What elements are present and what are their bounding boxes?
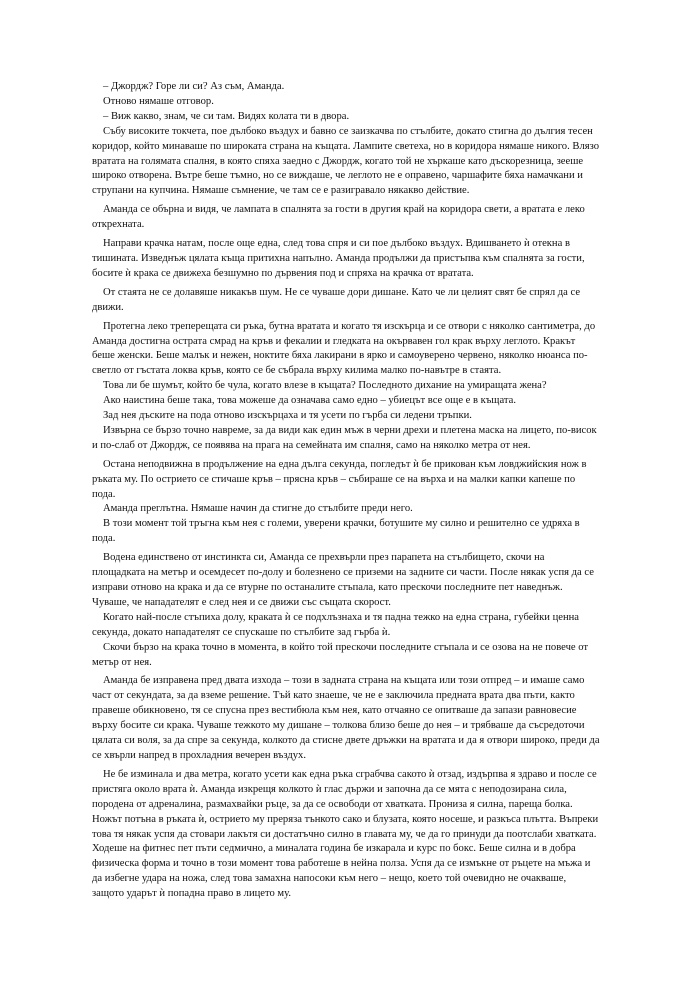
paragraph: В този момент той тръгна към нея с големи, уверени крачки, ботушите му силно и решително се удряха в пода. [92, 518, 580, 545]
paragraph: Отново нямаше отговор. [103, 95, 214, 107]
paragraph: Протегна леко треперещата си ръка, бутна вратата и когато тя изскърца и се отвори с няколко сантиметра, до Аманда достигна острата смрад на кръв и фекалии и гледката на окървавен гол крак върху леглото. Кракът беше женски. Беше малък и нежен, ноктите бяха лакирани в ярко и самоуверено червено, няколко нюанса по-светло от гъстата локва кръв, която се бе събрала върху килима малко по-навътре в стаята. [92, 320, 596, 377]
paragraph: Когато най-после стъпиха долу, краката ѝ се подхлъзнаха и тя падна тежко на една страна, губейки ценна секунда, докато нападателят се спускаше по стълбите зад гърба ѝ. [92, 611, 579, 638]
paragraph: Аманда преглътна. Нямаше начин да стигне до стълбите преди него. [103, 503, 413, 515]
paragraph: Скочи бързо на крака точно в момента, в който той прескочи последните стъпала и се озова на не повече от метър от нея. [92, 641, 589, 668]
paragraph: – Виж какво, знам, че си там. Видях колата ти в двора. [103, 110, 350, 122]
paragraph: От стаята не се долавяше никакъв шум. Не се чуваше дори дишане. Като че ли целият свят бе спрял да се движи. [92, 286, 581, 313]
paragraph: Извърна се бързо точно навреме, за да види как един мъж в черни дрехи и плетена маска на лицето, по-висок и по-слаб от Джордж, се появява на прага на семейната им спалня, само на няколко метра от нея. [92, 424, 597, 451]
paragraph: Събу високите токчета, пое дълбоко въздух и бавно се заизкачва по стълбите, докато стигна до дългия тесен коридор, който минаваше по широката страна на къщата. Лампите светеха, но в коридора нямаше никого. Влязо вратата на голямата спалня, в която спяха заедно с Джордж, когато той не хъркаше като дъскорезница, зееше широко отворена. Вътре беше тъмно, но се виждаше, че леглото не е оправено, чаршафите бяха намачкани и струпани на купчина. Нямаше съмнение, че там се е разигравало някакво действие. [92, 125, 600, 197]
paragraph: Това ли бе шумът, който бе чула, когато влезе в къщата? Последното дихание на умиращата жена? [103, 380, 547, 392]
paragraph: Водена единствено от инстинкта си, Аманда се прехвърли през парапета на стълбището, скочи на площадката на метър и осемдесет по-долу и болезнено се приземи на задните си части. После някак успя да се изправи отново на крака и да се втурне по останалите стъпала, като прескочи последните пет наведнъж. Чуваше, че нападателят е след нея и се движи със същата скорост. [92, 552, 594, 608]
paragraph: Аманда се обърна и видя, че лампата в спалнята за гости в другия край на коридора свети, а вратата е леко открехната. [92, 204, 585, 231]
paragraph: Не бе изминала и два метра, когато усети как една ръка сграбчва сакото ѝ отзад, издърпва я здраво и после се пристяга около врата ѝ. Аманда изкрещя колкото ѝ глас държи и започна да се мята с неподозирана сила, породена от адреналина, размахвайки ръце, за да се освободи от хватката. Прониза я силна, пареща болка. Ножът потъна в ръката ѝ, острието му преряза тънкото сако и блузата, която носеше, и разкъса плътта. Въпреки това тя някак успя да стовари лакътя си достатъчно силно в главата му, че да го принуди да поотслаби хватката. Ходеше на фитнес пет пъти седмично, а миналата година бе изкарала и курс по бокс. Беше силна и в добра физическа форма и точно в този момент това работеше в нейна полза. Успя да се измъкне от ръцете на мъжа и да избегне удара на ножа, след това замахна напосоки към него – нещо, което той очевидно не очакваше, защото ударът ѝ попадна право в лицето му. [92, 768, 599, 900]
paragraph: Аманда бе изправена пред двата изхода – този в задната страна на къщата или този отпред – и имаше само част от секундата, за да вземе решение. Тъй като знаеше, че не е заключила предната врата два пъти, както правеше обикновено, тя се спусна през вестибюла към нея, като отчаяно се опитваше да запази равновесие върху босите си крака. Чуваше тежкото му дишане – толкова близо беше до нея – и трябваше да съсредоточи цялата си воля, за да спре за секунда, колкото да стисне двете дръжки на вратата и да я отвори широко, преди да се хвърли напред в прохладния вечерен въздух. [92, 675, 600, 761]
paragraph: Направи крачка натам, после още една, след това спря и си пое дълбоко въздух. Вдишването ѝ отекна в тишината. Изведнъж цялата къща притихна напълно. Аманда продължи да пристъпва към спалнята за гости, босите ѝ крака се движеха безшумно по дървения под и спряха на крачка от вратата. [92, 238, 585, 279]
paragraph: Остана неподвижна в продължение на една дълга секунда, погледът ѝ бе прикован към ловджийския нож в ръката му. По острието се стичаше кръв – прясна кръв – събираше се на върха и на малки капки капеше по пода. [92, 458, 587, 500]
paragraph: Зад нея дъските на пода отново изскърцаха и тя усети по гърба си ледени тръпки. [103, 410, 472, 422]
paragraph: – Джордж? Горе ли си? Аз съм, Аманда. [103, 81, 285, 92]
paragraph: Ако наистина беше така, това можеше да означава само едно – убиецът все още е в къщата. [103, 395, 516, 407]
